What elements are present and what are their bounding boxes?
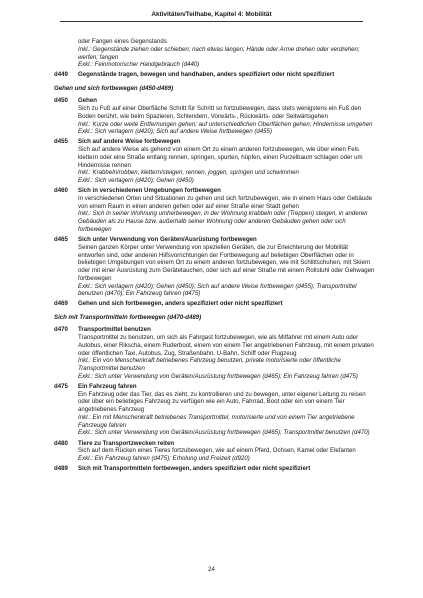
- entry-title: Sich in verschiedenen Umgebungen fortbewegen: [78, 187, 221, 195]
- header-rule: [60, 21, 363, 22]
- entry-title: Tiere zu Transportzwecken reiten: [78, 439, 175, 447]
- entry-code: d470: [54, 326, 68, 334]
- entry-description: Transportmittel zu benutzen, um sich als Fahrgast fortzubewegen, wie als Mitfahrer mit einem Auto oder Autobus, einer Rikscha, einem Ruderboot, einem von einem Tier angetriebenen Fahrzeug, mit einem privaten oder öffentlichen Taxi, Autobus, Zug, Straßenbahn, U-Bahn, Schiff oder Flugzeug: [78, 334, 374, 357]
- entry-exclusions: Exkl.: Sich verlagern (d420); Gehen (d450); Sich auf andere Weise fortbewegen (d455); Transportmittel benutzen (d470); Ein Fahrzeug fahren (d475): [78, 282, 357, 298]
- entry-description: Ein Fahrzeug oder das Tier, das es zieht, zu kontrollieren und zu bewegen, unter eigener Leitung zu reisen oder über ein beliebiges Fahrzeug zu verfügen wie ein Auto, Fahrrad, Boot oder ein von einem Tier angetriebenes Fahrzeug: [78, 390, 366, 414]
- entry-d469: [54, 300, 376, 308]
- entry-description: In verschiedenen Orten und Situationen zu gehen und sich fortzubewegen, wie in einem Haus oder Gebäude von einem Raum in einen anderen gehen oder auf einer Straße einer Stadt gehen: [78, 194, 373, 210]
- entry-d480: [54, 440, 376, 463]
- entry-exclusions: Exkl.: Sich unter Verwendung von Geräten/Ausrüstung fortbewegen (d465); Transportmittel benutzen (d470): [78, 429, 370, 437]
- entry-title: Transportmittel benutzen: [78, 326, 151, 334]
- entry-d460: [54, 187, 376, 234]
- entry-description: Sich auf dem Rücken eines Tieres fortzubewegen, wie auf einem Pferd, Ochsen, Kamel oder Elefanten: [78, 447, 356, 455]
- entry-inclusions: Inkl.: Sich in seiner Wohnung umherbewegen, in der Wohnung krabbeln oder (Treppen) steigen, in anderen Gebäuden als zu Hause bzw. außerhalb seiner Wohnung oder anderen Gebäuden gehen oder sich fortbewegen: [78, 210, 368, 233]
- entry-exclusions: Exkl.: Sich verlagern (d420); Gehen (d450): [78, 177, 194, 185]
- page-number: 24: [208, 566, 215, 573]
- continued-entry: [78, 38, 376, 69]
- continued-exclusions: Exkl.: Feinmotorischer Handgebrauch (d440): [78, 61, 200, 69]
- entry-code: d475: [54, 382, 68, 390]
- entry-code: d465: [54, 236, 68, 244]
- entry-inclusions: Inkl.: Kurze oder weite Entfernungen gehen; auf unterschiedlichen Oberflächen gehen; Hindernisse umgehen: [78, 120, 373, 128]
- continued-description: oder Fangen eines Gegenstands: [78, 38, 167, 45]
- entry-title: Ein Fahrzeug fahren: [78, 382, 137, 390]
- entry-code: d455: [54, 138, 68, 146]
- entry-code: d449: [54, 71, 68, 79]
- entry-inclusions: Inkl.: Ein mit Menschenkraft betriebenes Transportmittel, motorisierte und von einem Tier angetriebene Fahrzeuge fahren: [78, 413, 355, 429]
- entry-d455: [54, 138, 376, 185]
- entry-d475: [54, 383, 376, 437]
- entry-d449: [54, 71, 376, 79]
- entry-title: Gehen: [78, 97, 97, 105]
- entry-d489: [54, 465, 376, 473]
- running-header: Aktivitäten/Teilhabe, Kapitel 4: Mobilität: [151, 11, 272, 18]
- entry-code: d450: [54, 97, 68, 105]
- entry-exclusions: Exkl.: Sich unter Verwendung von Geräten/Ausrüstung fortbewegen (d465); Ein Fahrzeug fahren (d475): [78, 372, 358, 380]
- continued-inclusions: Inkl.: Gegenstände ziehen oder schieben; nach etwas langen; Hände oder Arme drehen oder verdrehen; werfen; fangen: [78, 45, 360, 61]
- entry-code: d489: [54, 465, 68, 473]
- entry-title: Sich auf andere Weise fortbewegen: [78, 138, 181, 146]
- entry-code: d480: [54, 439, 68, 447]
- entry-description: Sich auf andere Weise als gehend von einem Ort zu einem anderen fortzubewegen, wie über einen Fels klettern oder eine Straße entlang rennen, springen, spurten, hüpfen, einen Purzelbaum schlagen oder um Hindernisse rennen: [78, 146, 363, 169]
- entry-description: Sich zu Fuß auf einer Oberfläche Schritt für Schritt so fortzubewegen, dass stets wenigstens ein Fuß den Boden berührt, wie beim Spazieren, Schlendern, Vorwärts-, Rückwärts- oder Seitwärtsgehen: [78, 105, 362, 120]
- entry-d465: [54, 236, 376, 298]
- entry-inclusions: Inkl.: Krabbeln/robben, klettern/steigen, rennen, joggen, springen und schwimmen: [78, 169, 299, 177]
- entry-code: d469: [54, 300, 68, 308]
- entry-description: Seinen ganzen Körper unter Verwendung von speziellen Geräten, die zur Erleichterung der Mobilität entworfen sind, oder anderen Hilfsvorrichtungen der Fortbewegung auf beliebigen Oberflächen oder in beliebigen Umgebungen von einem Ort zu einem anderen fortzubewegen, wie mit Schlittschuhen, mit Skiern oder mit einer Ausrüstung zum Gerätetauchen, oder sich auf einer Straße mit einem Rollstuhl oder Gehwagen fortbewegen: [78, 243, 375, 282]
- page-content: [54, 38, 376, 475]
- entry-inclusions: Inkl.: Ein von Menschenkraft betriebenes Fahrzeug benutzen, private motorisierte oder öffentliche Transportmittel benutzen: [78, 357, 341, 373]
- section-heading-transport: Sich mit Transportmitteln fortbewegen (d470-d489): [54, 314, 202, 322]
- entry-d470: [54, 326, 376, 380]
- entry-exclusions: Exkl.: Sich verlagern (d420); Sich auf andere Weise fortbewegen (d455): [78, 128, 272, 136]
- entry-title: Sich mit Transportmitteln fortbewegen, anders spezifiziert oder nicht spezifiziert: [78, 465, 311, 473]
- entry-title: Sich unter Verwendung von Geräten/Ausrüstung fortbewegen: [78, 236, 257, 244]
- entry-exclusions: Exkl.: Ein Fahrzeug fahren (d475); Erholung und Freizeit (d920): [78, 455, 250, 463]
- entry-title: Gegenstände tragen, bewegen und handhaben, anders spezifiziert oder nicht spezifiziert: [78, 71, 335, 79]
- section-heading-gehen: Gehen und sich fortbewegen (d450-d469): [54, 85, 174, 93]
- entry-d450: [54, 97, 376, 136]
- entry-code: d460: [54, 187, 68, 195]
- entry-title: Gehen und sich fortbewegen, anders spezifiziert oder nicht spezifiziert: [78, 300, 283, 308]
